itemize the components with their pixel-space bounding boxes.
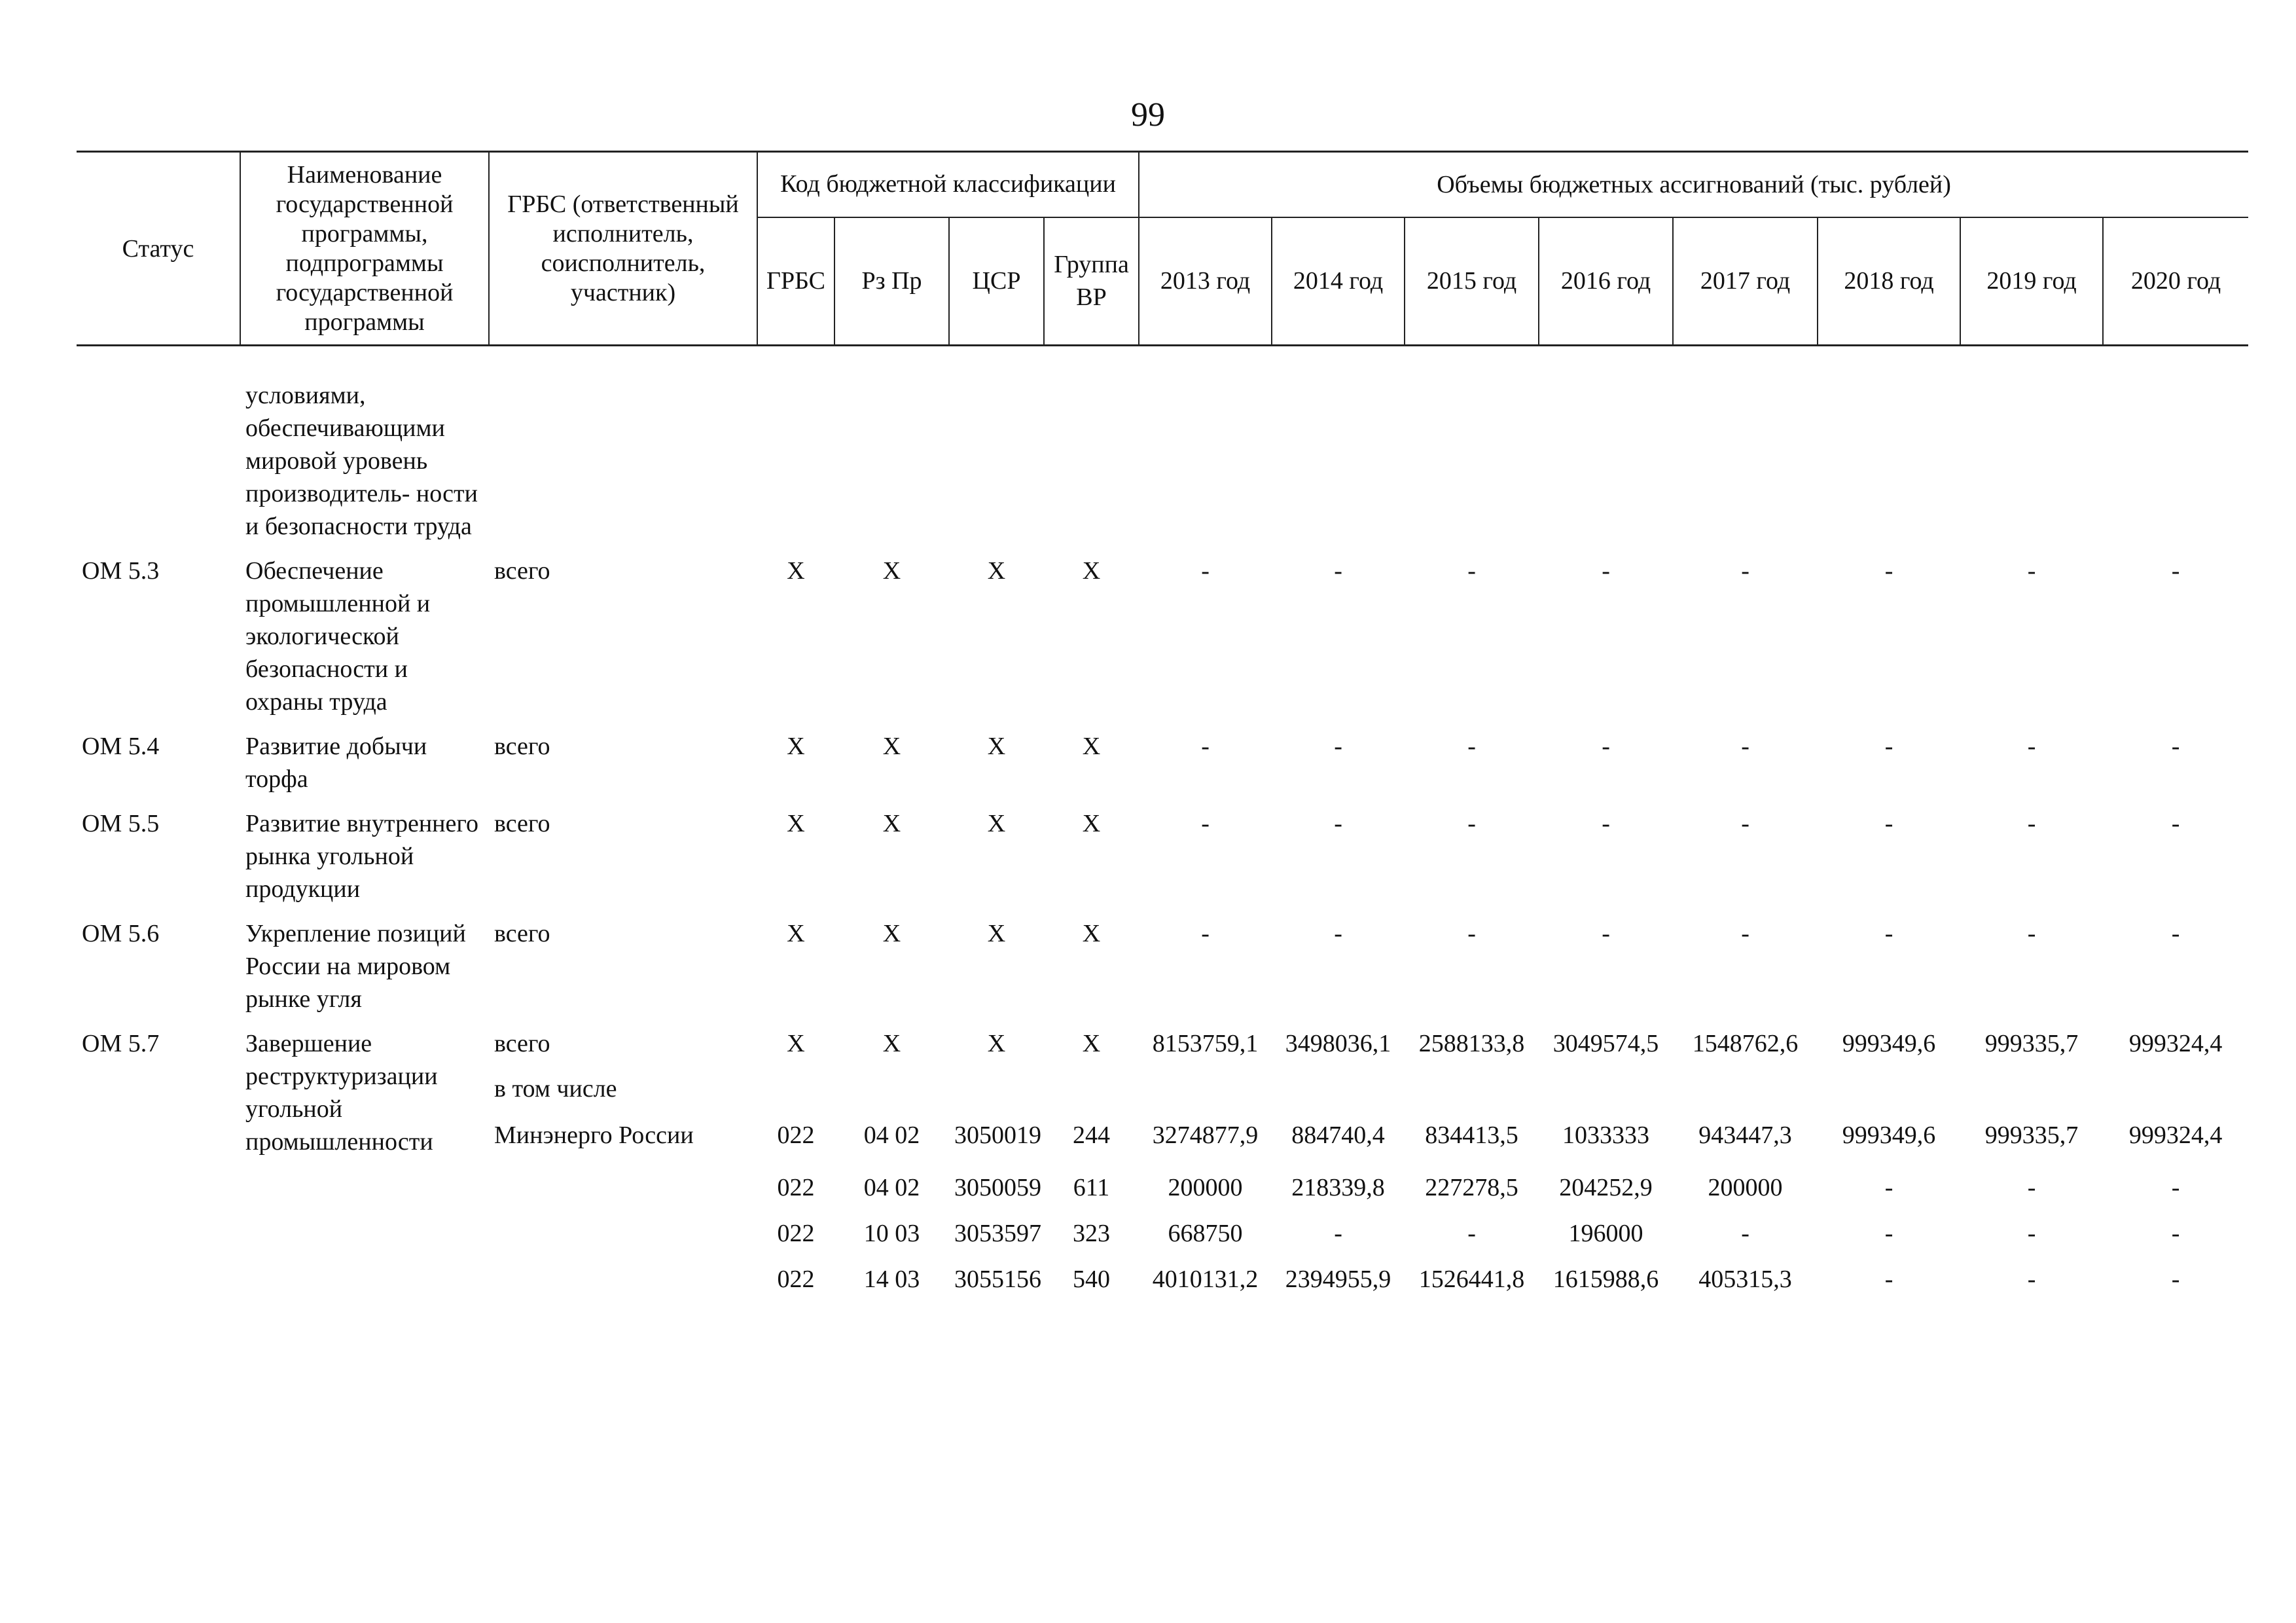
code-grbs: Х bbox=[787, 920, 805, 947]
value-2013: 668750 bbox=[1168, 1220, 1243, 1247]
value-2016: - bbox=[1602, 733, 1610, 760]
value-2018: - bbox=[1884, 810, 1893, 837]
value-2017: 405315,3 bbox=[1698, 1266, 1792, 1293]
table-row bbox=[77, 544, 2248, 720]
code-rzpr: Х bbox=[882, 1030, 901, 1057]
value-2019: - bbox=[2027, 1266, 2036, 1293]
value-2018: - bbox=[1884, 733, 1893, 760]
value-2020: - bbox=[2171, 810, 2180, 837]
code-rzpr: Х bbox=[882, 920, 901, 947]
header-code-grbs: ГРБС bbox=[757, 217, 834, 346]
code-rzpr: Х bbox=[882, 557, 901, 585]
row-status: ОМ 5.7 bbox=[82, 1030, 160, 1057]
code-vr: 244 bbox=[1073, 1122, 1111, 1150]
value-2013: 4010131,2 bbox=[1152, 1266, 1259, 1293]
code-grbs: 022 bbox=[777, 1220, 815, 1247]
value-2017: 200000 bbox=[1708, 1174, 1783, 1201]
table-row bbox=[77, 720, 2248, 797]
value-2018: - bbox=[1884, 1174, 1893, 1201]
header-year-2016: 2016 год bbox=[1539, 217, 1673, 346]
value-2014: - bbox=[1334, 557, 1342, 585]
value-2015: - bbox=[1467, 733, 1476, 760]
row-name: Развитие внутреннего рынка угольной продукции bbox=[245, 810, 478, 903]
header-status: Статус bbox=[77, 152, 240, 346]
header-year-2018: 2018 год bbox=[1818, 217, 1960, 346]
value-2020: - bbox=[2171, 1174, 2180, 1201]
code-rzpr: Х bbox=[882, 733, 901, 760]
value-2018: - bbox=[1884, 557, 1893, 585]
code-rzpr: 04 02 bbox=[863, 1174, 920, 1201]
header-year-2013: 2013 год bbox=[1139, 217, 1272, 346]
header-year-2015: 2015 год bbox=[1405, 217, 1539, 346]
value-2020: - bbox=[2171, 920, 2180, 947]
header-code-vr: Группа ВР bbox=[1044, 217, 1139, 346]
row-status: ОМ 5.3 bbox=[82, 557, 160, 585]
value-2014: 218339,8 bbox=[1291, 1174, 1385, 1201]
code-csr: 3055156 bbox=[954, 1266, 1041, 1293]
value-2016: 204252,9 bbox=[1559, 1174, 1653, 1201]
value-2015: - bbox=[1467, 1220, 1476, 1247]
row-grbs: всего bbox=[494, 810, 550, 837]
header-program-name: Наименование государственной программы, подпрограммы государственной программы bbox=[240, 152, 489, 346]
value-2017: - bbox=[1741, 557, 1749, 585]
value-2013: - bbox=[1201, 733, 1210, 760]
header-year-2020: 2020 год bbox=[2103, 217, 2248, 346]
value-2016: - bbox=[1602, 920, 1610, 947]
table-body bbox=[77, 346, 2248, 1298]
value-2013: - bbox=[1201, 920, 1210, 947]
code-csr: Х bbox=[987, 733, 1006, 760]
value-2015: - bbox=[1467, 920, 1476, 947]
value-2016: - bbox=[1602, 810, 1610, 837]
header-year-2017: 2017 год bbox=[1673, 217, 1818, 346]
continuation-text: условиями, обеспечивающими мировой уровень производитель- ности и безопасности труда bbox=[245, 382, 478, 540]
value-2013: - bbox=[1201, 557, 1210, 585]
value-2019: - bbox=[2027, 1220, 2036, 1247]
table-row bbox=[77, 797, 2248, 907]
value-2013: 3274877,9 bbox=[1152, 1122, 1259, 1150]
code-grbs: 022 bbox=[777, 1122, 815, 1150]
code-vr: Х bbox=[1082, 920, 1101, 947]
value-2018: - bbox=[1884, 1220, 1893, 1247]
code-csr: Х bbox=[987, 557, 1006, 585]
row-grbs: всего bbox=[494, 557, 550, 585]
row-name: Завершение реструктуризации угольной промышленности bbox=[245, 1030, 438, 1156]
value-2017: - bbox=[1741, 920, 1749, 947]
value-2018: 999349,6 bbox=[1842, 1030, 1936, 1057]
code-rzpr: Х bbox=[882, 810, 901, 837]
code-vr: 611 bbox=[1073, 1174, 1110, 1201]
code-rzpr: 14 03 bbox=[863, 1266, 920, 1293]
ministry-label: Минэнерго России bbox=[494, 1122, 694, 1150]
value-2014: - bbox=[1334, 1220, 1342, 1247]
code-grbs: 022 bbox=[777, 1266, 815, 1293]
code-vr: 323 bbox=[1073, 1220, 1111, 1247]
header-code-csr: ЦСР bbox=[949, 217, 1044, 346]
value-2015: 834413,5 bbox=[1425, 1122, 1518, 1150]
table-header bbox=[77, 152, 2248, 346]
row-status: ОМ 5.6 bbox=[82, 920, 160, 947]
header-budget-code: Код бюджетной классификации bbox=[757, 152, 1139, 217]
value-2019: - bbox=[2027, 557, 2036, 585]
value-2019: - bbox=[2027, 920, 2036, 947]
code-vr: Х bbox=[1082, 557, 1101, 585]
code-grbs: Х bbox=[787, 733, 805, 760]
value-2020: - bbox=[2171, 1220, 2180, 1247]
value-2019: - bbox=[2027, 733, 2036, 760]
value-2015: 227278,5 bbox=[1425, 1174, 1518, 1201]
table-row bbox=[77, 1251, 2248, 1297]
table-row bbox=[77, 1205, 2248, 1251]
value-2020: 999324,4 bbox=[2128, 1122, 2223, 1150]
row-name: Развитие добычи торфа bbox=[245, 733, 427, 793]
code-grbs: Х bbox=[787, 557, 805, 585]
value-2018: - bbox=[1884, 920, 1893, 947]
value-2017: 943447,3 bbox=[1698, 1122, 1792, 1150]
table-row bbox=[77, 907, 2248, 1017]
code-csr: Х bbox=[987, 810, 1006, 837]
value-2017: - bbox=[1741, 1220, 1749, 1247]
value-2016: 1615988,6 bbox=[1552, 1266, 1659, 1293]
row-name: Укрепление позиций России на мировом рынке угля bbox=[245, 920, 466, 1013]
value-2020: - bbox=[2171, 1266, 2180, 1293]
value-2015: 2588133,8 bbox=[1418, 1030, 1525, 1057]
value-2019: - bbox=[2027, 810, 2036, 837]
row-name: Обеспечение промышленной и экологической безопасности и охраны труда bbox=[245, 557, 431, 716]
code-csr: Х bbox=[987, 1030, 1006, 1057]
value-2014: 2394955,9 bbox=[1285, 1266, 1391, 1293]
table-row-om57-total bbox=[77, 1017, 2248, 1068]
value-2019: - bbox=[2027, 1174, 2036, 1201]
value-2015: - bbox=[1467, 810, 1476, 837]
code-rzpr: 04 02 bbox=[863, 1122, 920, 1150]
value-2019: 999335,7 bbox=[1984, 1122, 2079, 1150]
value-2018: - bbox=[1884, 1266, 1893, 1293]
code-csr: 3050059 bbox=[954, 1174, 1041, 1201]
value-2017: - bbox=[1741, 810, 1749, 837]
value-2015: 1526441,8 bbox=[1418, 1266, 1525, 1293]
value-2018: 999349,6 bbox=[1842, 1122, 1936, 1150]
row-grbs: всего bbox=[494, 920, 550, 947]
code-csr: 3050019 bbox=[954, 1122, 1041, 1150]
header-grbs-role: ГРБС (ответственный исполнитель, соисполнитель, участник) bbox=[489, 152, 757, 346]
value-2016: 196000 bbox=[1568, 1220, 1643, 1247]
value-2016: - bbox=[1602, 557, 1610, 585]
continuation-row bbox=[77, 346, 2248, 545]
row-grbs: всего bbox=[494, 733, 550, 760]
code-vr: Х bbox=[1082, 810, 1101, 837]
value-2013: - bbox=[1201, 810, 1210, 837]
code-csr: Х bbox=[987, 920, 1006, 947]
code-vr: Х bbox=[1082, 1030, 1101, 1057]
value-2016: 1033333 bbox=[1562, 1122, 1650, 1150]
page-number: 99 bbox=[1131, 96, 1165, 134]
value-2014: - bbox=[1334, 810, 1342, 837]
header-code-rzpr: Рз Пр bbox=[834, 217, 949, 346]
budget-table bbox=[77, 151, 2248, 1297]
row-status: ОМ 5.4 bbox=[82, 733, 160, 760]
value-2016: 3049574,5 bbox=[1552, 1030, 1659, 1057]
header-volumes: Объемы бюджетных ассигнований (тыс. рублей) bbox=[1139, 152, 2248, 217]
value-2020: - bbox=[2171, 557, 2180, 585]
value-2015: - bbox=[1467, 557, 1476, 585]
code-grbs: Х bbox=[787, 810, 805, 837]
value-2014: - bbox=[1334, 920, 1342, 947]
value-2020: 999324,4 bbox=[2128, 1030, 2223, 1057]
value-2017: - bbox=[1741, 733, 1749, 760]
code-grbs: Х bbox=[787, 1030, 805, 1057]
including-label: в том числе bbox=[494, 1074, 617, 1103]
value-2020: - bbox=[2171, 733, 2180, 760]
row-status: ОМ 5.5 bbox=[82, 810, 160, 837]
row-grbs: всего bbox=[494, 1030, 550, 1057]
value-2017: 1548762,6 bbox=[1692, 1030, 1799, 1057]
value-2014: - bbox=[1334, 733, 1342, 760]
value-2013: 8153759,1 bbox=[1152, 1030, 1259, 1057]
header-year-2019: 2019 год bbox=[1960, 217, 2103, 346]
code-vr: Х bbox=[1082, 733, 1101, 760]
code-vr: 540 bbox=[1073, 1266, 1111, 1293]
code-csr: 3053597 bbox=[954, 1220, 1041, 1247]
value-2019: 999335,7 bbox=[1984, 1030, 2079, 1057]
table-row bbox=[77, 1159, 2248, 1205]
code-rzpr: 10 03 bbox=[863, 1220, 920, 1247]
value-2014: 3498036,1 bbox=[1285, 1030, 1391, 1057]
value-2013: 200000 bbox=[1168, 1174, 1243, 1201]
code-grbs: 022 bbox=[777, 1174, 815, 1201]
value-2014: 884740,4 bbox=[1291, 1122, 1385, 1150]
header-year-2014: 2014 год bbox=[1272, 217, 1405, 346]
